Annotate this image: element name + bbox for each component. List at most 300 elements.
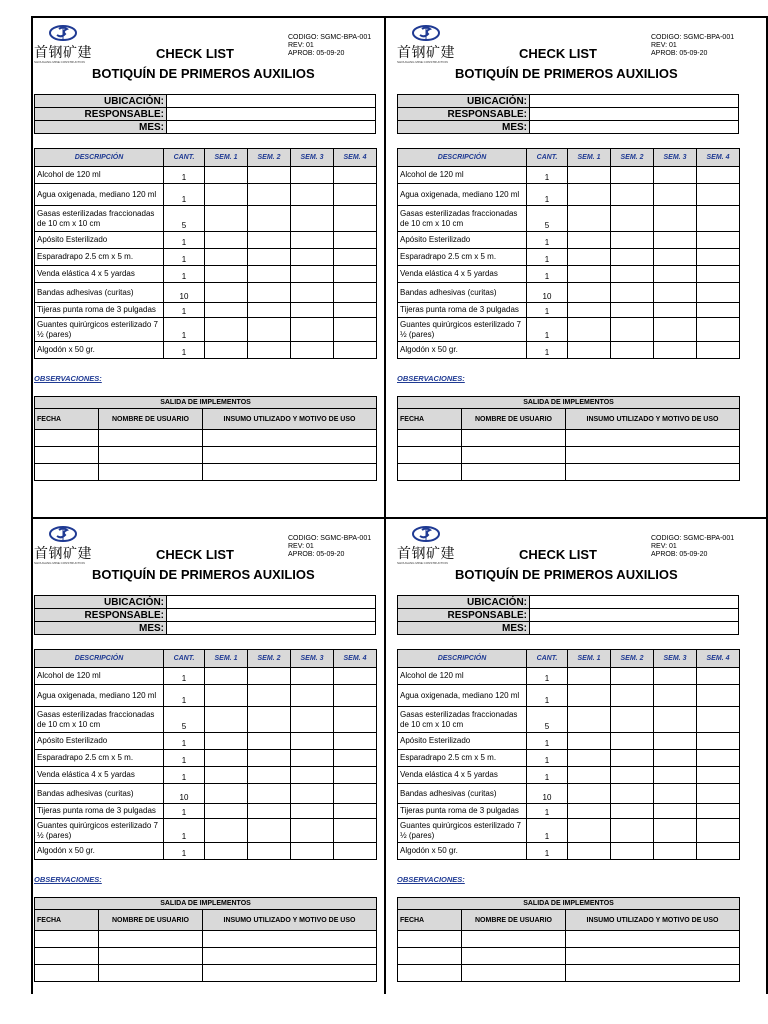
sem2-check-cell[interactable]: [611, 750, 654, 767]
sem2-check-cell[interactable]: [248, 303, 291, 318]
col-descripcion: DESCRIPCIÓN: [35, 650, 164, 668]
sem2-check-cell[interactable]: [248, 819, 291, 843]
col-descripcion: DESCRIPCIÓN: [35, 149, 164, 167]
item-description: Guantes quirúrgicos esterilizado 7 ½ (pares): [398, 318, 527, 342]
salida-cell[interactable]: [99, 965, 203, 982]
sem2-check-cell[interactable]: [611, 733, 654, 750]
sem1-check-cell[interactable]: [205, 184, 248, 206]
sem4-check-cell[interactable]: [697, 206, 740, 232]
sem4-check-cell[interactable]: [697, 249, 740, 266]
sem1-check-cell[interactable]: [205, 804, 248, 819]
company-logo: [397, 525, 457, 565]
sem2-check-cell[interactable]: [248, 266, 291, 283]
sem4-check-cell[interactable]: [697, 232, 740, 249]
sem3-check-cell[interactable]: [654, 733, 697, 750]
salida-cell[interactable]: [203, 430, 377, 447]
item-quantity: 1: [527, 668, 568, 685]
sem3-check-cell[interactable]: [291, 750, 334, 767]
salida-cell[interactable]: [203, 948, 377, 965]
sem3-check-cell[interactable]: [291, 283, 334, 303]
sem2-check-cell[interactable]: [611, 303, 654, 318]
col-sem2: SEM. 2: [611, 650, 654, 668]
item-description: Bandas adhesivas (curitas): [35, 784, 164, 804]
sem3-check-cell[interactable]: [291, 804, 334, 819]
sem3-check-cell[interactable]: [654, 767, 697, 784]
table-row: [35, 318, 377, 342]
sem1-check-cell[interactable]: [568, 819, 611, 843]
table-row: [398, 318, 740, 342]
sem4-check-cell[interactable]: [334, 303, 377, 318]
sem2-check-cell[interactable]: [611, 342, 654, 359]
salida-col-fecha: FECHA: [398, 409, 462, 430]
sem3-check-cell[interactable]: [654, 804, 697, 819]
sem2-check-cell[interactable]: [248, 733, 291, 750]
sem1-check-cell[interactable]: [568, 707, 611, 733]
table-row: [398, 784, 740, 804]
sem3-check-cell[interactable]: [654, 184, 697, 206]
item-description: Alcohol de 120 ml: [398, 167, 527, 184]
sem3-check-cell[interactable]: [654, 303, 697, 318]
salida-cell[interactable]: [35, 430, 99, 447]
salida-cell[interactable]: [398, 948, 462, 965]
sem3-check-cell[interactable]: [654, 249, 697, 266]
salida-cell[interactable]: [566, 464, 740, 481]
sem3-check-cell[interactable]: [291, 206, 334, 232]
sem4-check-cell[interactable]: [334, 249, 377, 266]
sem1-check-cell[interactable]: [205, 283, 248, 303]
salida-cell[interactable]: [566, 430, 740, 447]
sem3-check-cell[interactable]: [654, 750, 697, 767]
ubicacion-field[interactable]: [530, 95, 739, 108]
sem4-check-cell[interactable]: [334, 750, 377, 767]
responsable-field[interactable]: [167, 609, 376, 622]
table-row: [35, 249, 377, 266]
sem2-check-cell[interactable]: [248, 232, 291, 249]
sem3-check-cell[interactable]: [654, 318, 697, 342]
sem2-check-cell[interactable]: [611, 784, 654, 804]
item-description: Tijeras punta roma de 3 pulgadas: [398, 303, 527, 318]
sem1-check-cell[interactable]: [205, 318, 248, 342]
item-description: Venda elástica 4 x 5 yardas: [35, 767, 164, 784]
item-description: Esparadrapo 2.5 cm x 5 m.: [398, 750, 527, 767]
table-row: [35, 232, 377, 249]
sem1-check-cell[interactable]: [568, 843, 611, 860]
sem3-check-cell[interactable]: [654, 784, 697, 804]
sem4-check-cell[interactable]: [334, 167, 377, 184]
ubicacion-label: UBICACIÓN:: [35, 596, 167, 609]
sem3-check-cell[interactable]: [291, 767, 334, 784]
sem4-check-cell[interactable]: [334, 767, 377, 784]
table-row: [398, 342, 740, 359]
sem4-check-cell[interactable]: [697, 784, 740, 804]
sem4-check-cell[interactable]: [334, 206, 377, 232]
sem2-check-cell[interactable]: [611, 685, 654, 707]
salida-table: [34, 897, 377, 982]
table-row: [35, 167, 377, 184]
sem1-check-cell[interactable]: [205, 819, 248, 843]
sem1-check-cell[interactable]: [205, 668, 248, 685]
sem1-check-cell[interactable]: [568, 303, 611, 318]
table-row: [35, 819, 377, 843]
sem1-check-cell[interactable]: [205, 167, 248, 184]
checklist-card-1: [30, 18, 380, 516]
salida-cell[interactable]: [462, 965, 566, 982]
sem2-check-cell[interactable]: [248, 750, 291, 767]
item-quantity: 1: [527, 843, 568, 860]
responsable-label: RESPONSABLE:: [398, 609, 530, 622]
table-row: [398, 167, 740, 184]
salida-cell[interactable]: [398, 931, 462, 948]
sem1-check-cell[interactable]: [205, 767, 248, 784]
sem4-check-cell[interactable]: [697, 819, 740, 843]
ubicacion-field[interactable]: [167, 596, 376, 609]
sem2-check-cell[interactable]: [611, 843, 654, 860]
salida-col-insumo: INSUMO UTILIZADO Y MOTIVO DE USO: [203, 409, 377, 430]
sem4-check-cell[interactable]: [697, 707, 740, 733]
sem3-check-cell[interactable]: [291, 733, 334, 750]
sem4-check-cell[interactable]: [334, 784, 377, 804]
sem3-check-cell[interactable]: [654, 819, 697, 843]
item-quantity: 1: [164, 232, 205, 249]
observaciones-label: OBSERVACIONES:: [34, 875, 102, 884]
salida-title: SALIDA DE IMPLEMENTOS: [35, 397, 377, 409]
sem1-check-cell[interactable]: [205, 733, 248, 750]
sem4-check-cell[interactable]: [334, 819, 377, 843]
sem1-check-cell[interactable]: [205, 843, 248, 860]
salida-cell[interactable]: [99, 464, 203, 481]
salida-cell[interactable]: [203, 447, 377, 464]
salida-cell[interactable]: [203, 931, 377, 948]
col-sem1: SEM. 1: [205, 650, 248, 668]
sem1-check-cell[interactable]: [568, 206, 611, 232]
item-quantity: 5: [164, 707, 205, 733]
salida-col-insumo: INSUMO UTILIZADO Y MOTIVO DE USO: [203, 910, 377, 931]
table-row: [398, 767, 740, 784]
salida-cell[interactable]: [35, 464, 99, 481]
salida-cell[interactable]: [35, 931, 99, 948]
sem3-check-cell[interactable]: [291, 249, 334, 266]
sem3-check-cell[interactable]: [654, 206, 697, 232]
logo-chinese-text: 首钢矿建: [397, 546, 455, 562]
salida-cell[interactable]: [462, 948, 566, 965]
sem1-check-cell[interactable]: [205, 266, 248, 283]
sem4-check-cell[interactable]: [697, 668, 740, 685]
salida-cell[interactable]: [35, 965, 99, 982]
sem1-check-cell[interactable]: [568, 784, 611, 804]
sem2-check-cell[interactable]: [611, 283, 654, 303]
ubicacion-label: UBICACIÓN:: [398, 95, 530, 108]
salida-cell[interactable]: [398, 965, 462, 982]
sem2-check-cell[interactable]: [248, 206, 291, 232]
sem4-check-cell[interactable]: [334, 318, 377, 342]
salida-cell[interactable]: [462, 447, 566, 464]
sem2-check-cell[interactable]: [248, 767, 291, 784]
sem3-check-cell[interactable]: [291, 843, 334, 860]
sem3-check-cell[interactable]: [291, 668, 334, 685]
ubicacion-field[interactable]: [530, 596, 739, 609]
col-cant: CANT.: [527, 149, 568, 167]
item-quantity: 1: [164, 167, 205, 184]
sem2-check-cell[interactable]: [611, 318, 654, 342]
doc-rev: REV: 01: [651, 42, 677, 49]
table-row: [35, 767, 377, 784]
col-sem1: SEM. 1: [568, 149, 611, 167]
salida-cell[interactable]: [566, 948, 740, 965]
item-quantity: 1: [164, 184, 205, 206]
responsable-label: RESPONSABLE:: [398, 108, 530, 121]
salida-cell[interactable]: [35, 447, 99, 464]
item-quantity: 1: [527, 750, 568, 767]
sem2-check-cell[interactable]: [611, 232, 654, 249]
sem3-check-cell[interactable]: [654, 232, 697, 249]
mes-label: MES:: [35, 622, 167, 635]
salida-table: [397, 396, 740, 481]
sem3-check-cell[interactable]: [291, 167, 334, 184]
sem2-check-cell[interactable]: [611, 184, 654, 206]
sem4-check-cell[interactable]: [697, 804, 740, 819]
salida-col-fecha: FECHA: [35, 409, 99, 430]
sem2-check-cell[interactable]: [611, 819, 654, 843]
sem4-check-cell[interactable]: [334, 707, 377, 733]
item-quantity: 1: [527, 342, 568, 359]
sem4-check-cell[interactable]: [697, 303, 740, 318]
sem2-check-cell[interactable]: [248, 707, 291, 733]
item-quantity: 1: [527, 733, 568, 750]
sem1-check-cell[interactable]: [568, 266, 611, 283]
sem2-check-cell[interactable]: [248, 184, 291, 206]
sem4-check-cell[interactable]: [334, 668, 377, 685]
sem3-check-cell[interactable]: [291, 707, 334, 733]
salida-cell[interactable]: [462, 931, 566, 948]
sem4-check-cell[interactable]: [334, 232, 377, 249]
table-row: [35, 784, 377, 804]
logo-chinese-text: 首钢矿建: [397, 45, 455, 61]
sem3-check-cell[interactable]: [654, 843, 697, 860]
sem2-check-cell[interactable]: [611, 804, 654, 819]
sem2-check-cell[interactable]: [611, 668, 654, 685]
sem2-check-cell[interactable]: [248, 167, 291, 184]
table-row: [35, 685, 377, 707]
info-table: [397, 94, 739, 134]
sem1-check-cell[interactable]: [205, 249, 248, 266]
sem2-check-cell[interactable]: [248, 249, 291, 266]
sem2-check-cell[interactable]: [248, 843, 291, 860]
sem2-check-cell[interactable]: [248, 685, 291, 707]
sem4-check-cell[interactable]: [334, 843, 377, 860]
sem4-check-cell[interactable]: [334, 266, 377, 283]
salida-col-fecha: FECHA: [35, 910, 99, 931]
sem1-check-cell[interactable]: [568, 184, 611, 206]
responsable-field[interactable]: [530, 609, 739, 622]
salida-cell[interactable]: [566, 447, 740, 464]
sem3-check-cell[interactable]: [654, 283, 697, 303]
mes-field[interactable]: [167, 121, 376, 134]
sem4-check-cell[interactable]: [697, 184, 740, 206]
sem2-check-cell[interactable]: [611, 767, 654, 784]
doc-aprob: APROB: 05-09-20: [288, 551, 345, 558]
info-table: [397, 595, 739, 635]
doc-subtitle: BOTIQUÍN DE PRIMEROS AUXILIOS: [92, 567, 315, 582]
table-row: [35, 206, 377, 232]
salida-cell[interactable]: [462, 430, 566, 447]
sem3-check-cell[interactable]: [291, 232, 334, 249]
sem1-check-cell[interactable]: [568, 283, 611, 303]
sem2-check-cell[interactable]: [248, 784, 291, 804]
salida-cell[interactable]: [99, 430, 203, 447]
col-sem3: SEM. 3: [291, 650, 334, 668]
responsable-field[interactable]: [167, 108, 376, 121]
sem3-check-cell[interactable]: [291, 303, 334, 318]
sem2-check-cell[interactable]: [248, 318, 291, 342]
item-description: Tijeras punta roma de 3 pulgadas: [398, 804, 527, 819]
sem1-check-cell[interactable]: [568, 668, 611, 685]
sem4-check-cell[interactable]: [334, 283, 377, 303]
sem2-check-cell[interactable]: [248, 283, 291, 303]
sem4-check-cell[interactable]: [697, 685, 740, 707]
mes-field[interactable]: [167, 622, 376, 635]
sem2-check-cell[interactable]: [611, 266, 654, 283]
mes-field[interactable]: [530, 121, 739, 134]
salida-cell[interactable]: [35, 948, 99, 965]
sem1-check-cell[interactable]: [568, 767, 611, 784]
doc-title: CHECK LIST: [519, 547, 597, 562]
table-row: [398, 750, 740, 767]
sem3-check-cell[interactable]: [291, 266, 334, 283]
mes-field[interactable]: [530, 622, 739, 635]
table-row: [398, 266, 740, 283]
ubicacion-field[interactable]: [167, 95, 376, 108]
sem3-check-cell[interactable]: [291, 342, 334, 359]
sem4-check-cell[interactable]: [697, 750, 740, 767]
sem1-check-cell[interactable]: [205, 232, 248, 249]
salida-cell[interactable]: [99, 948, 203, 965]
doc-title: CHECK LIST: [519, 46, 597, 61]
salida-cell[interactable]: [398, 430, 462, 447]
checklist-card-4: [393, 519, 743, 1017]
salida-cell[interactable]: [462, 464, 566, 481]
sem4-check-cell[interactable]: [334, 342, 377, 359]
table-row: [35, 843, 377, 860]
items-table: [397, 649, 740, 860]
item-quantity: 1: [164, 685, 205, 707]
sem2-check-cell[interactable]: [611, 249, 654, 266]
sem4-check-cell[interactable]: [697, 266, 740, 283]
sem1-check-cell[interactable]: [205, 206, 248, 232]
sem2-check-cell[interactable]: [611, 206, 654, 232]
salida-cell[interactable]: [99, 447, 203, 464]
table-row: [398, 303, 740, 318]
sem1-check-cell[interactable]: [205, 750, 248, 767]
observaciones-label: OBSERVACIONES:: [397, 374, 465, 383]
sem4-check-cell[interactable]: [697, 283, 740, 303]
sem1-check-cell[interactable]: [205, 685, 248, 707]
item-quantity: 1: [164, 819, 205, 843]
salida-cell[interactable]: [203, 965, 377, 982]
sem4-check-cell[interactable]: [334, 804, 377, 819]
doc-code: CODIGO: SGMC-BPA-001: [651, 34, 735, 41]
item-description: Venda elástica 4 x 5 yardas: [398, 266, 527, 283]
sem4-check-cell[interactable]: [697, 167, 740, 184]
sem4-check-cell[interactable]: [697, 767, 740, 784]
sem3-check-cell[interactable]: [654, 266, 697, 283]
sem4-check-cell[interactable]: [334, 733, 377, 750]
logo-emblem-icon: [411, 525, 441, 543]
salida-cell[interactable]: [398, 447, 462, 464]
sem3-check-cell[interactable]: [291, 184, 334, 206]
salida-cell[interactable]: [203, 464, 377, 481]
sem2-check-cell[interactable]: [611, 167, 654, 184]
doc-codes: [651, 535, 734, 559]
table-row: [398, 733, 740, 750]
sem3-check-cell[interactable]: [291, 685, 334, 707]
sem4-check-cell[interactable]: [334, 685, 377, 707]
sem4-check-cell[interactable]: [697, 318, 740, 342]
sem1-check-cell[interactable]: [205, 784, 248, 804]
sem3-check-cell[interactable]: [654, 707, 697, 733]
sem2-check-cell[interactable]: [248, 342, 291, 359]
sem4-check-cell[interactable]: [697, 733, 740, 750]
sem3-check-cell[interactable]: [291, 819, 334, 843]
sem3-check-cell[interactable]: [654, 342, 697, 359]
sem3-check-cell[interactable]: [654, 685, 697, 707]
salida-cell[interactable]: [398, 464, 462, 481]
sem1-check-cell[interactable]: [568, 750, 611, 767]
responsable-field[interactable]: [530, 108, 739, 121]
sem1-check-cell[interactable]: [568, 318, 611, 342]
sem3-check-cell[interactable]: [654, 167, 697, 184]
sem1-check-cell[interactable]: [568, 804, 611, 819]
sem2-check-cell[interactable]: [248, 804, 291, 819]
doc-code: CODIGO: SGMC-BPA-001: [288, 34, 372, 41]
logo-english-text: SHOUGANG MINE CONSTRUCTION: [34, 60, 85, 64]
item-quantity: 1: [164, 767, 205, 784]
item-quantity: 1: [527, 819, 568, 843]
col-sem1: SEM. 1: [205, 149, 248, 167]
salida-cell[interactable]: [566, 965, 740, 982]
item-quantity: 1: [164, 318, 205, 342]
col-sem4: SEM. 4: [697, 149, 740, 167]
doc-aprob: APROB: 05-09-20: [651, 551, 708, 558]
sem1-check-cell[interactable]: [568, 249, 611, 266]
salida-cell[interactable]: [566, 931, 740, 948]
mes-label: MES:: [398, 121, 530, 134]
sem1-check-cell[interactable]: [568, 685, 611, 707]
sem2-check-cell[interactable]: [611, 707, 654, 733]
sem4-check-cell[interactable]: [697, 342, 740, 359]
sem1-check-cell[interactable]: [205, 342, 248, 359]
col-descripcion: DESCRIPCIÓN: [398, 650, 527, 668]
sem1-check-cell[interactable]: [568, 733, 611, 750]
sem3-check-cell[interactable]: [654, 668, 697, 685]
item-quantity: 5: [527, 707, 568, 733]
sem1-check-cell[interactable]: [568, 342, 611, 359]
responsable-label: RESPONSABLE:: [35, 609, 167, 622]
doc-subtitle: BOTIQUÍN DE PRIMEROS AUXILIOS: [455, 567, 678, 582]
item-description: Esparadrapo 2.5 cm x 5 m.: [398, 249, 527, 266]
salida-cell[interactable]: [99, 931, 203, 948]
sem1-check-cell[interactable]: [205, 303, 248, 318]
sem3-check-cell[interactable]: [291, 784, 334, 804]
sem3-check-cell[interactable]: [291, 318, 334, 342]
item-quantity: 1: [527, 804, 568, 819]
sem2-check-cell[interactable]: [248, 668, 291, 685]
sem1-check-cell[interactable]: [568, 167, 611, 184]
item-description: Apósito Esterilizado: [398, 733, 527, 750]
sem1-check-cell[interactable]: [568, 232, 611, 249]
sem4-check-cell[interactable]: [334, 184, 377, 206]
sem4-check-cell[interactable]: [697, 843, 740, 860]
sem1-check-cell[interactable]: [205, 707, 248, 733]
